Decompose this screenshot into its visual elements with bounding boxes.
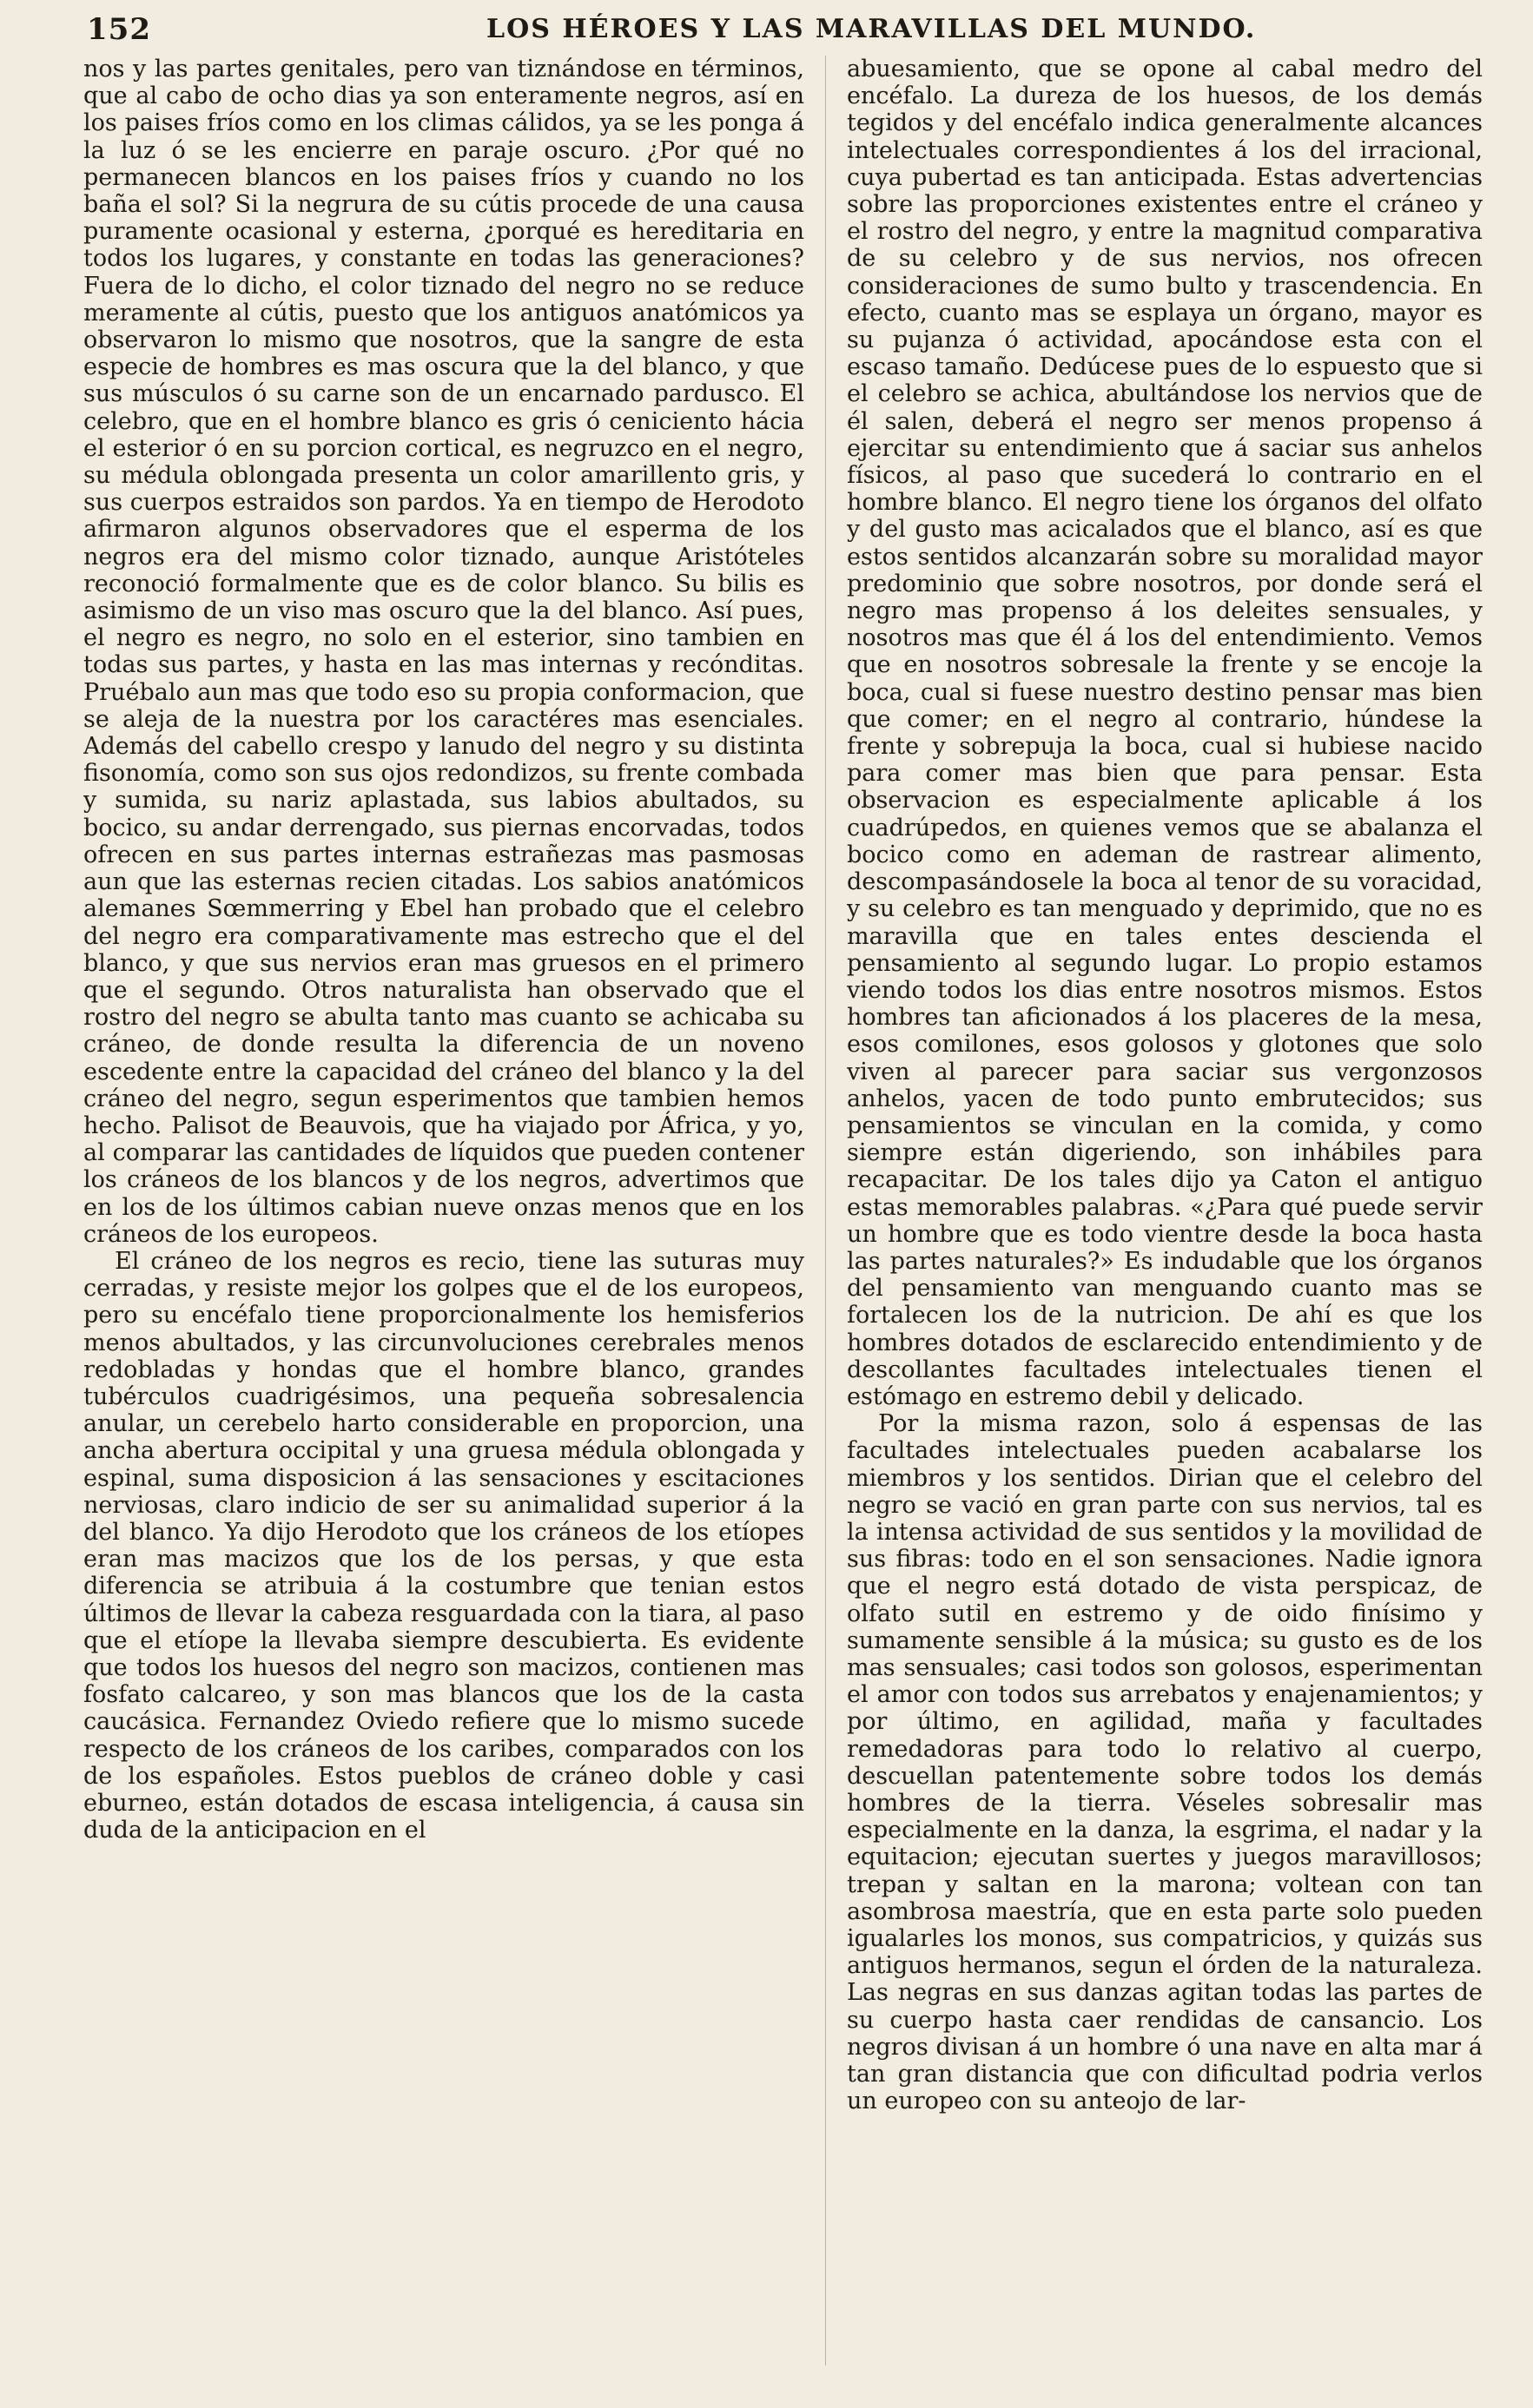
column-divider bbox=[825, 56, 826, 2365]
left-column bbox=[83, 56, 804, 2365]
paragraph: nos y las partes genitales, pero van tiznándose en términos, que al cabo de ocho dias ya son enteramente negros, así en los paises fríos como en los climas cálidos, ya se les ponga á la luz ó se les encierre en paraje oscuro. ¿Por qué no permanecen blancos en los paises fríos y cuando no los baña el sol? Si la negrura de su cútis procede de una causa puramente ocasional y esterna, ¿porqué es hereditaria en todos los lugares, y constante en todas las generaciones? Fuera de lo dicho, el color tiznado del negro no se reduce meramente al cútis, puesto que los antiguos anatómicos ya observaron lo mismo que nosotros, que la sangre de esta especie de hombres es mas oscura que la del blanco, y que sus músculos ó su carne son de un encarnado pardusco. El celebro, que en el hombre blanco es gris ó ceniciento hácia el esterior ó en su porcion cortical, es negruzco en el negro, su médula oblongada presenta un color amarillento gris, y sus cuerpos estraidos son pardos. Ya en tiempo de Herodoto afirmaron algunos observadores que el esperma de los negros era del mismo color tiznado, aunque Aristóteles reconoció formalmente que es de color blanco. Su bilis es asimismo de un viso mas oscuro que la del blanco. Así pues, el negro es negro, no solo en el esterior, sino tambien en todas sus partes, y hasta en las mas internas y recónditas. Pruébalo aun mas que todo eso su propia conformacion, que se aleja de la nuestra por los caractéres mas esenciales. Además del cabello crespo y lanudo del negro y su distinta fisonomía, como son sus ojos redondizos, su frente combada y sumida, su nariz aplastada, sus labios abultados, su bocico, su andar derrengado, sus piernas encorvadas, todos ofrecen en sus partes internas estrañezas mas pasmosas aun que las esternas recien citadas. Los sabios anatómicos alemanes Sœmmerring y Ebel han probado que el celebro del negro era comparativamente mas estrecho que el del blanco, y que sus nervios eran mas gruesos en el primero que el segundo. Otros naturalista han observado que el rostro del negro se abulta tanto mas cuanto se achicaba su cráneo, de donde resulta la diferencia de un noveno escedente entre la capacidad del cráneo del blanco y la del cráneo del negro, segun esperimentos que tambien hemos hecho. Palisot de Beauvois, que ha viajado por África, y yo, al comparar las cantidades de líquidos que pueden contener los cráneos de los blancos y de los negros, advertimos que en los de los últimos cabian nueve onzas menos que en los cráneos de los europeos. bbox=[83, 56, 804, 1248]
paragraph: abuesamiento, que se opone al cabal medro del encéfalo. La dureza de los huesos, de los demás tegidos y del encéfalo indica generalmente alcances intelectuales correspondientes á los del irracional, cuya pubertad es tan anticipada. Estas advertencias sobre las proporciones existentes entre el cráneo y el rostro del negro, y entre la magnitud comparativa de su celebro y de sus nervios, nos ofrecen consideraciones de sumo bulto y trascendencia. En efecto, cuanto mas se esplaya un órgano, mayor es su pujanza ó actividad, apocándose esta con el escaso tamaño. Dedúcese pues de lo espuesto que si el celebro se achica, abultándose los nervios que de él salen, deberá el negro ser menos propenso á ejercitar su entendimiento que á saciar sus anhelos físicos, al paso que sucederá lo contrario en el hombre blanco. El negro tiene los órganos del olfato y del gusto mas acicalados que el blanco, así es que estos sentidos alcanzarán sobre su moralidad mayor predominio que sobre nosotros, por donde será el negro mas propenso á los deleites sensuales, y nosotros mas que él á los del entendimiento. Vemos que en nosotros sobresale la frente y se encoje la boca, cual si fuese nuestro destino pensar mas bien que comer; en el negro al contrario, húndese la frente y sobrepuja la boca, cual si hubiese nacido para comer mas bien que para pensar. Esta observacion es especialmente aplicable á los cuadrúpedos, en quienes vemos que se abalanza el bocico como en ademan de rastrear alimento, descompasándosele la boca al tenor de su voracidad, y su celebro es tan menguado y deprimido, que no es maravilla que en tales entes descienda el pensamiento al segundo lugar. Lo propio estamos viendo todos los dias entre nosotros mismos. Estos hombres tan aficionados á los placeres de la mesa, esos comilones, esos golosos y glotones que solo viven al parecer para saciar sus vergonzosos anhelos, yacen de todo punto embrutecidos; sus pensamientos se vinculan en la comida, y como siempre están digeriendo, son inhábiles para recapacitar. De los tales dijo ya Caton el antiguo estas memorables palabras. «¿Para qué puede servir un hombre que es todo vientre desde la boca hasta las partes naturales?» Es indudable que los órganos del pensamiento van menguando cuanto mas se fortalecen los de la nutricion. De ahí es que los hombres dotados de esclarecido entendimiento y de descollantes facultades intelectuales tienen el estómago en estremo debil y delicado. bbox=[847, 56, 1483, 1410]
running-title: LOS HÉROES Y LAS MARAVILLAS DEL MUNDO. bbox=[486, 14, 1257, 44]
right-column bbox=[847, 56, 1483, 2365]
paragraph: El cráneo de los negros es recio, tiene las suturas muy cerradas, y resiste mejor los golpes que el de los europeos, pero su encéfalo tiene proporcionalmente los hemisferios menos abultados, y las circunvoluciones cerebrales menos redobladas y hondas que el hombre blanco, grandes tubérculos cuadrigésimos, una pequeña sobresalencia anular, un cerebelo harto considerable en proporcion, una ancha abertura occipital y una gruesa médula oblongada y espinal, suma disposicion á las sensaciones y escitaciones nerviosas, claro indicio de ser su animalidad superior á la del blanco. Ya dijo Herodoto que los cráneos de los etíopes eran mas macizos que los de los persas, y que esta diferencia se atribuia á la costumbre que tenian estos últimos de llevar la cabeza resguardada con la tiara, al paso que el etíope la llevaba siempre descubierta. Es evidente que todos los huesos del negro son macizos, contienen mas fosfato calcareo, y son mas blancos que los de la casta caucásica. Fernandez Oviedo refiere que lo mismo sucede respecto de los cráneos de los caribes, comparados con los de los españoles. Estos pueblos de cráneo doble y casi eburneo, están dotados de escasa inteligencia, á causa sin duda de la anticipacion en el bbox=[83, 1247, 804, 1844]
page-header bbox=[0, 0, 1533, 61]
page-number: 152 bbox=[87, 12, 151, 47]
paragraph: Por la misma razon, solo á espensas de las facultades intelectuales pueden acabalarse los miembros y los sentidos. Dirian que el celebro del negro se vació en gran parte con sus nervios, tal es la intensa actividad de sus sentidos y la movilidad de sus fibras: todo en el son sensaciones. Nadie ignora que el negro está dotado de vista perspicaz, de olfato sutil en estremo y de oido finísimo y sumamente sensible á la música; su gusto es de los mas sensuales; casi todos son golosos, esperimentan el amor con todos sus arrebatos y enajenamientos; y por último, en agilidad, maña y facultades remedadoras para todo lo relativo al cuerpo, descuellan patentemente sobre todos los demás hombres de la tierra. Véseles sobresalir mas especialmente en la danza, la esgrima, el nadar y la equitacion; ejecutan suertes y juegos maravillosos; trepan y saltan en la marona; voltean con tan asombrosa maestría, que en esta parte solo pueden igualarles los monos, sus compatricios, y quizás sus antiguos hermanos, segun el órden de la naturaleza. Las negras en sus danzas agitan todas las partes de su cuerpo hasta caer rendidas de cansancio. Los negros divisan á un hombre ó una nave en alta mar á tan gran distancia que con dificultad podria verlos un europeo con su anteojo de lar- bbox=[847, 1410, 1483, 2115]
